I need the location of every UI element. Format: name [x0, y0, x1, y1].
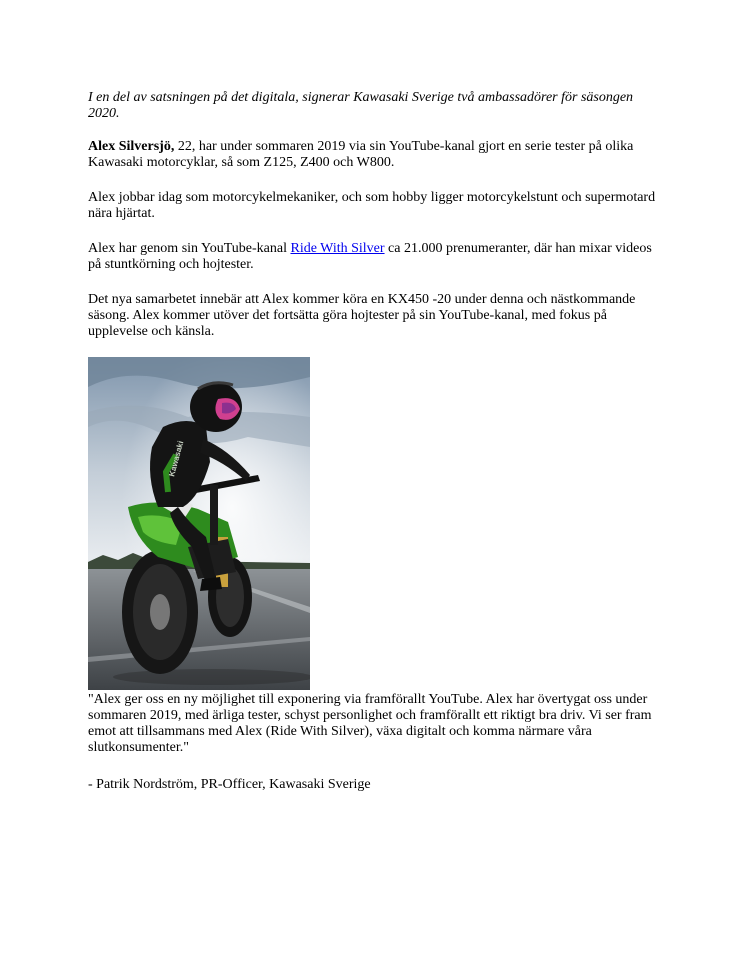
- intro-paragraph: I en del av satsningen på det digitala, signerar Kawasaki Sverige två ambassadörer för säsongen 2020.: [88, 90, 634, 121]
- paragraph-alex-intro: [88, 139, 668, 171]
- ride-with-silver-link[interactable]: Ride With Silver: [290, 241, 385, 256]
- paragraph-channel: [88, 241, 668, 273]
- paragraph-channel-after: ca 21.000 prenumeranter, där han mixar videos på stuntkörning och hojtester.: [88, 241, 652, 272]
- rider-photo: [88, 357, 310, 690]
- jacket-brand: Kawasaki: [167, 439, 186, 478]
- quote-paragraph: "Alex ger oss en ny möjlighet till exponering via framförallt YouTube. Alex har övertygat oss under sommaren 2019, med ärliga tester, schyst personlighet och framförallt ett riktigt bra driv. Vi ser fram emot att tillsammans med Alex (Ride With Silver), växa digitalt och komma närmare våra slutkonsumenter.": [88, 692, 652, 755]
- signature: - Patrik Nordström, PR-Officer, Kawasaki Sverige: [88, 777, 371, 792]
- paragraph-channel-before: Alex har genom sin YouTube-kanal: [88, 241, 291, 256]
- paragraph-alex-intro-text: 22, har under sommaren 2019 via sin YouTube-kanal gjort en serie tester på olika Kawasaki motorcyklar, så som Z125, Z400 och W800.: [88, 139, 634, 170]
- alex-name: Alex Silversjö,: [88, 139, 175, 154]
- paragraph-job: Alex jobbar idag som motorcykelmekaniker, och som hobby ligger motorcykelstunt och supermotard nära hjärtat.: [88, 190, 656, 221]
- paragraph-collaboration: Det nya samarbetet innebär att Alex kommer köra en KX450 -20 under denna och nästkommande säsong. Alex kommer utöver det fortsätta göra hojtester på sin YouTube-kanal, med fokus på upplevelse och känsla.: [88, 292, 636, 339]
